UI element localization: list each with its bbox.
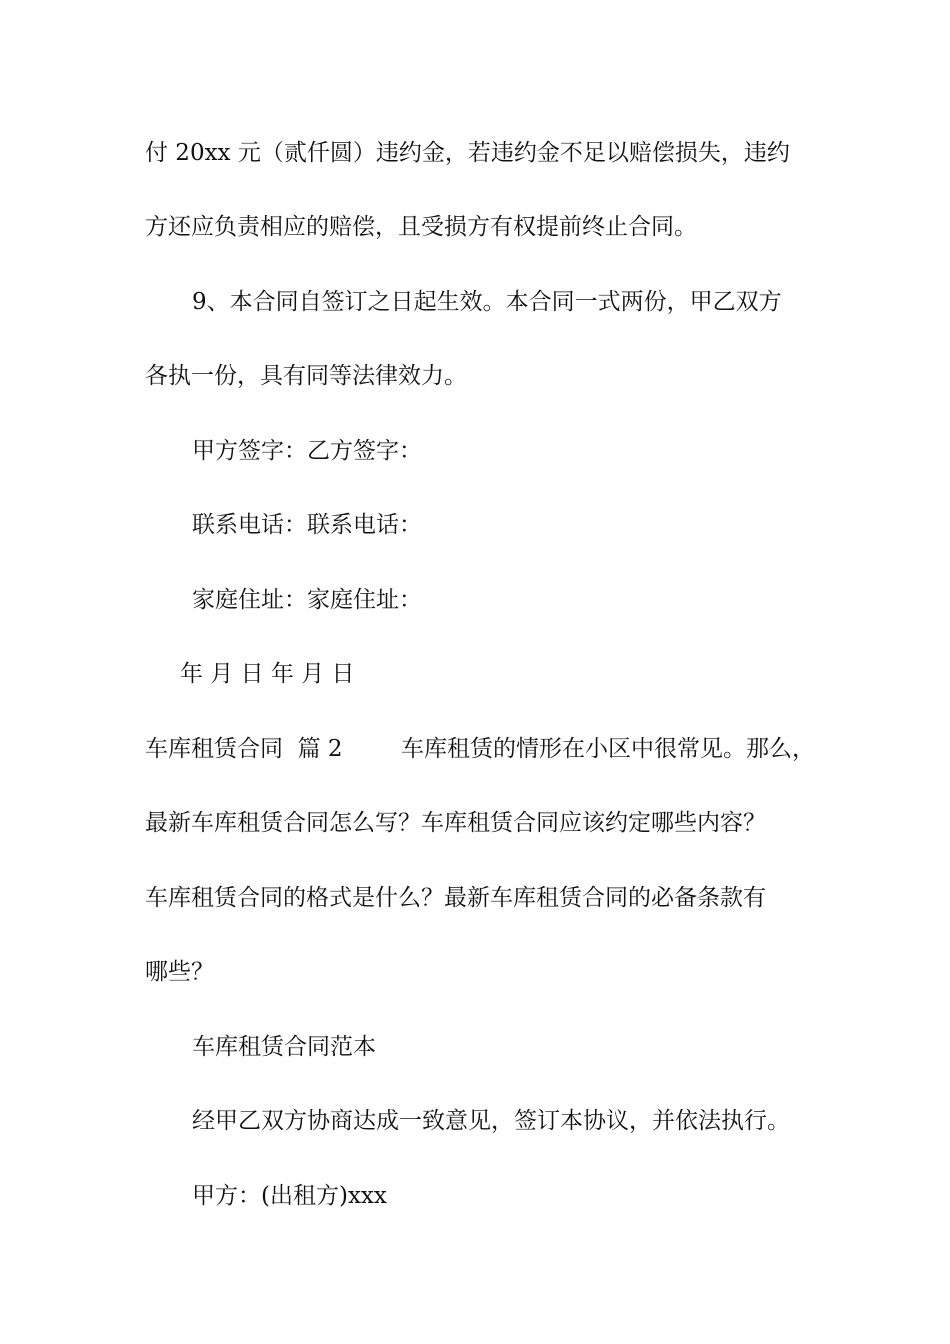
section-heading-line: 车库租赁合同 篇 2 车库租赁的情形在小区中很常见。那么， [145, 736, 816, 762]
party-a-line: 甲方：(出租方)xxx [192, 1183, 387, 1209]
phone-line: 联系电话：联系电话： [192, 512, 422, 538]
date-line: 年 月 日 年 月 日 [180, 661, 355, 687]
paragraph-line-2: 方还应负责相应的赔偿，且受损方有权提前终止合同。 [145, 214, 697, 240]
signature-line: 甲方签字：乙方签字： [192, 438, 422, 464]
paragraph-line-14: 经甲乙双方协商达成一致意见，签订本协议，并依法执行。 [192, 1108, 790, 1134]
template-title: 车库租赁合同范本 [192, 1034, 376, 1060]
paragraph-line-1: 付 20xx 元（贰仟圆）违约金，若违约金不足以赔偿损失，违约 [145, 140, 790, 166]
paragraph-line-3: 9、本合同自签订之日起生效。本合同一式两份，甲乙双方 [192, 289, 782, 315]
paragraph-line-10: 最新车库租赁合同怎么写？车库租赁合同应该约定哪些内容？ [145, 810, 766, 836]
address-line: 家庭住址：家庭住址： [192, 587, 422, 613]
paragraph-line-12: 哪些？ [145, 959, 214, 985]
paragraph-line-4: 各执一份，具有同等法律效力。 [145, 363, 467, 389]
paragraph-line-11: 车库租赁合同的格式是什么？最新车库租赁合同的必备条款有 [145, 885, 766, 911]
